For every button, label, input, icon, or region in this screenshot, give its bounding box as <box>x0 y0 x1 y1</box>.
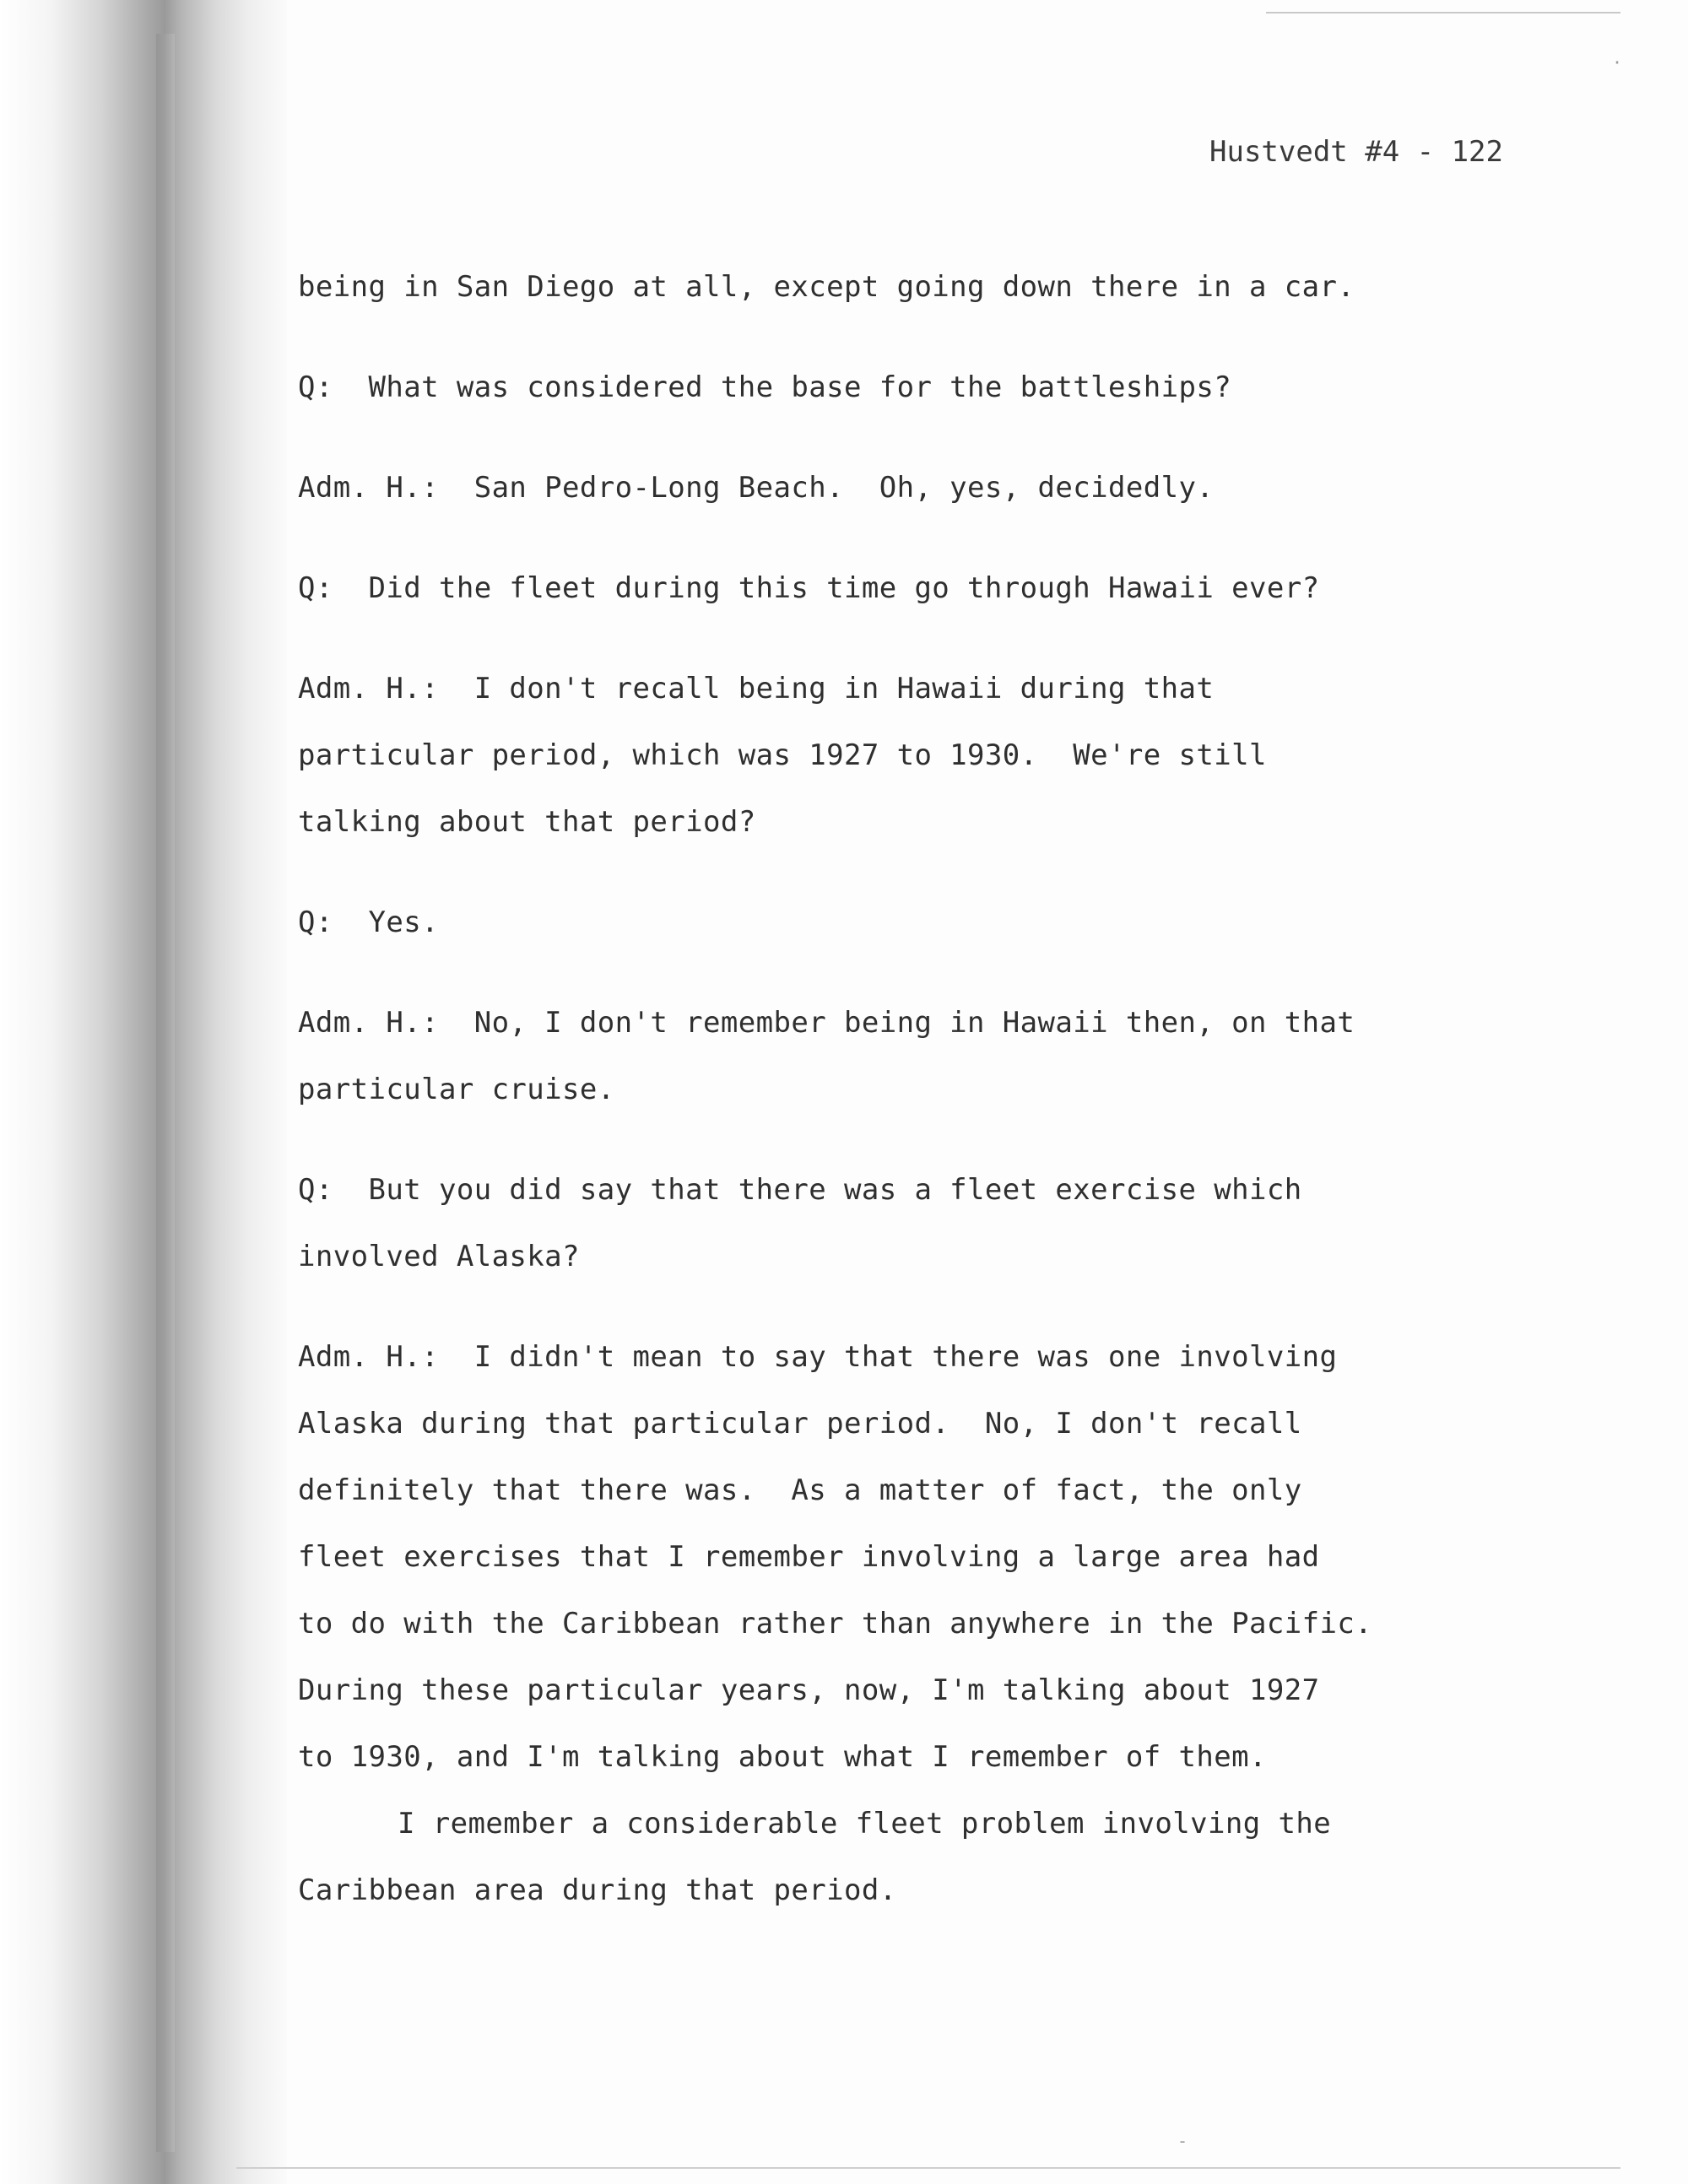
transcript-line: Caribbean area during that period. <box>298 1873 897 1907</box>
transcript-line: talking about that period? <box>298 805 756 839</box>
transcript-line: fleet exercises that I remember involving a large area had <box>298 1540 1320 1574</box>
question-line: Q: What was considered the base for the battleships? <box>298 370 1232 404</box>
transcript-line: particular cruise. <box>298 1073 615 1106</box>
transcript-line: definitely that there was. As a matter of fact, the only <box>298 1473 1302 1507</box>
transcript-line: involved Alaska? <box>298 1240 580 1273</box>
transcript-line: to do with the Caribbean rather than anywhere in the Pacific. <box>298 1607 1373 1641</box>
transcript-line: Alaska during that particular period. No, I don't recall <box>298 1407 1302 1441</box>
binding-fold <box>156 34 175 2152</box>
binding-shadow <box>0 0 287 2184</box>
transcript-line: being in San Diego at all, except going down there in a car. <box>298 270 1355 304</box>
paragraph-start-line: I remember a considerable fleet problem involving the <box>398 1807 1332 1841</box>
answer-line: Adm. H.: I don't recall being in Hawaii during that <box>298 672 1215 705</box>
answer-line: Adm. H.: San Pedro-Long Beach. Oh, yes, decidedly. <box>298 471 1215 505</box>
scan-speck: - <box>1177 2131 1188 2151</box>
question-line: Q: Yes. <box>298 905 439 939</box>
page-number-header: Hustvedt #4 - 122 <box>1209 135 1503 169</box>
answer-line: Adm. H.: I didn't mean to say that there was one involving <box>298 1340 1338 1374</box>
top-edge-line <box>1266 12 1620 14</box>
transcript-line: particular period, which was 1927 to 1930. We're still <box>298 738 1267 772</box>
transcript-body <box>298 267 1615 1937</box>
question-line: Q: But you did say that there was a fleet exercise which <box>298 1173 1302 1207</box>
question-line: Q: Did the fleet during this time go through Hawaii ever? <box>298 571 1320 605</box>
transcript-line: to 1930, and I'm talking about what I remember of them. <box>298 1740 1267 1774</box>
scan-speck: · <box>1612 52 1623 73</box>
transcript-line: During these particular years, now, I'm talking about 1927 <box>298 1673 1320 1707</box>
answer-line: Adm. H.: No, I don't remember being in Hawaii then, on that <box>298 1006 1355 1040</box>
bottom-edge-line <box>236 2167 1620 2169</box>
